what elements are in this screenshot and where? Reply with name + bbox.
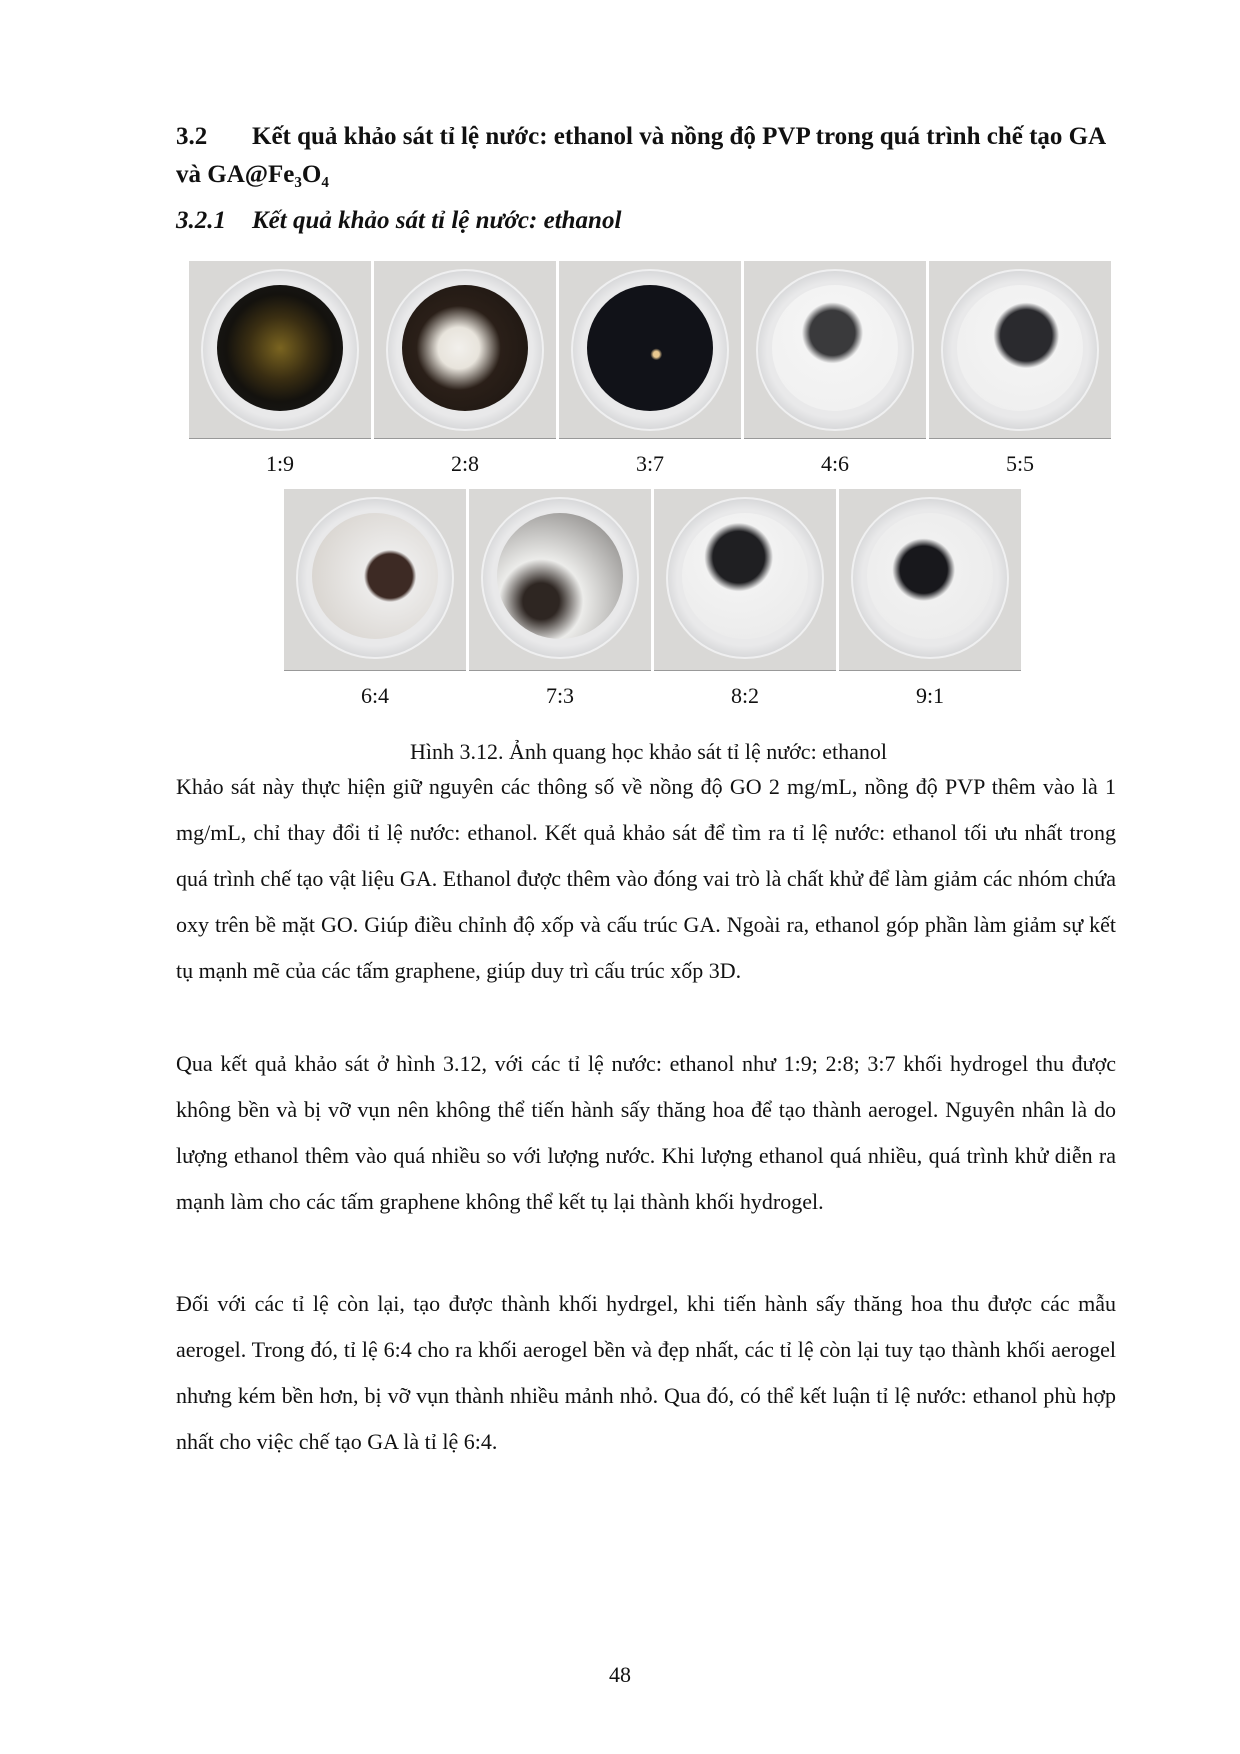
sample-contents <box>867 513 993 639</box>
ratio-label: 5:5 <box>1005 451 1035 476</box>
sample-photo <box>284 489 466 671</box>
ratio-label: 7:3 <box>545 683 575 708</box>
figure-bottom-row <box>284 489 1021 709</box>
subsection-title: Kết quả khảo sát tỉ lệ nước: ethanol <box>252 207 622 234</box>
figure-cell <box>189 261 371 477</box>
sample-contents <box>587 285 713 411</box>
ratio-label: 6:4 <box>360 683 390 708</box>
page-number: 48 <box>609 1662 631 1687</box>
subsection-heading <box>176 204 621 238</box>
section-heading <box>176 118 1121 194</box>
ratio-label: 4:6 <box>820 451 850 476</box>
sample-photo <box>839 489 1021 671</box>
sample-contents <box>217 285 343 411</box>
sample-contents <box>682 513 808 639</box>
ratio-label: 3:7 <box>635 451 665 476</box>
sample-contents <box>402 285 528 411</box>
subsection-number: 3.2.1 <box>176 207 226 234</box>
sample-photo <box>654 489 836 671</box>
ratio-label: 2:8 <box>450 451 480 476</box>
figure-cell <box>744 261 926 477</box>
section-title: Kết quả khảo sát tỉ lệ nước: ethanol và nồng độ PVP trong quá trình chế tạo GA và GA@Fe₃O₄ <box>176 123 1105 188</box>
sample-photo <box>559 261 741 439</box>
figure-cell <box>929 261 1111 477</box>
body-paragraph: Khảo sát này thực hiện giữ nguyên các thông số về nồng độ GO 2 mg/mL, nồng độ PVP thêm vào là 1 mg/mL, chỉ thay đổi tỉ lệ nước: ethanol. Kết quả khảo sát để tìm ra tỉ lệ nước: ethanol tối ưu nhất trong quá trình chế tạo vật liệu GA. Ethanol được thêm vào đóng vai trò là chất khử để làm giảm các nhóm chứa oxy trên bề mặt GO. Giúp điều chỉnh độ xốp và cấu trúc GA. Ngoài ra, ethanol góp phần làm giảm sự kết tụ mạnh mẽ của các tấm graphene, giúp duy trì cấu trúc xốp 3D. <box>176 774 1116 983</box>
sample-contents <box>497 513 623 639</box>
figure-cell <box>374 261 556 477</box>
figure-cell <box>469 489 651 709</box>
ratio-label: 1:9 <box>265 451 295 476</box>
sample-photo <box>189 261 371 439</box>
ratio-label: 9:1 <box>915 683 945 708</box>
sample-photo <box>374 261 556 439</box>
figure-cell <box>839 489 1021 709</box>
figure-cell <box>284 489 466 709</box>
figure-top-row <box>189 261 1111 477</box>
section-number: 3.2 <box>176 123 208 150</box>
figure-cell <box>559 261 741 477</box>
body-paragraph: Đối với các tỉ lệ còn lại, tạo được thành khối hydrgel, khi tiến hành sấy thăng hoa thu được các mẫu aerogel. Trong đó, tỉ lệ 6:4 cho ra khối aerogel bền và đẹp nhất, các tỉ lệ còn lại tuy tạo thành khối aerogel nhưng kém bền hơn, bị vỡ vụn thành nhiều mảnh nhỏ. Qua đó, có thể kết luận tỉ lệ nước: ethanol phù hợp nhất cho việc chế tạo GA là tỉ lệ 6:4. <box>176 1291 1116 1454</box>
figure-caption: Hình 3.12. Ảnh quang học khảo sát tỉ lệ nước: ethanol <box>410 739 887 764</box>
sample-contents <box>312 513 438 639</box>
sample-contents <box>772 285 898 411</box>
sample-contents <box>957 285 1083 411</box>
body-paragraph: Qua kết quả khảo sát ở hình 3.12, với các tỉ lệ nước: ethanol như 1:9; 2:8; 3:7 khối hydrogel thu được không bền và bị vỡ vụn nên không thể tiến hành sấy thăng hoa để tạo thành aerogel. Nguyên nhân là do lượng ethanol thêm vào quá nhiều so với lượng nước. Khi lượng ethanol quá nhiều, quá trình khử diễn ra mạnh làm cho các tấm graphene không thể kết tụ lại thành khối hydrogel. <box>176 1051 1116 1214</box>
sample-photo <box>929 261 1111 439</box>
figure-cell <box>654 489 836 709</box>
sample-photo <box>469 489 651 671</box>
ratio-label: 8:2 <box>730 683 760 708</box>
sample-photo <box>744 261 926 439</box>
